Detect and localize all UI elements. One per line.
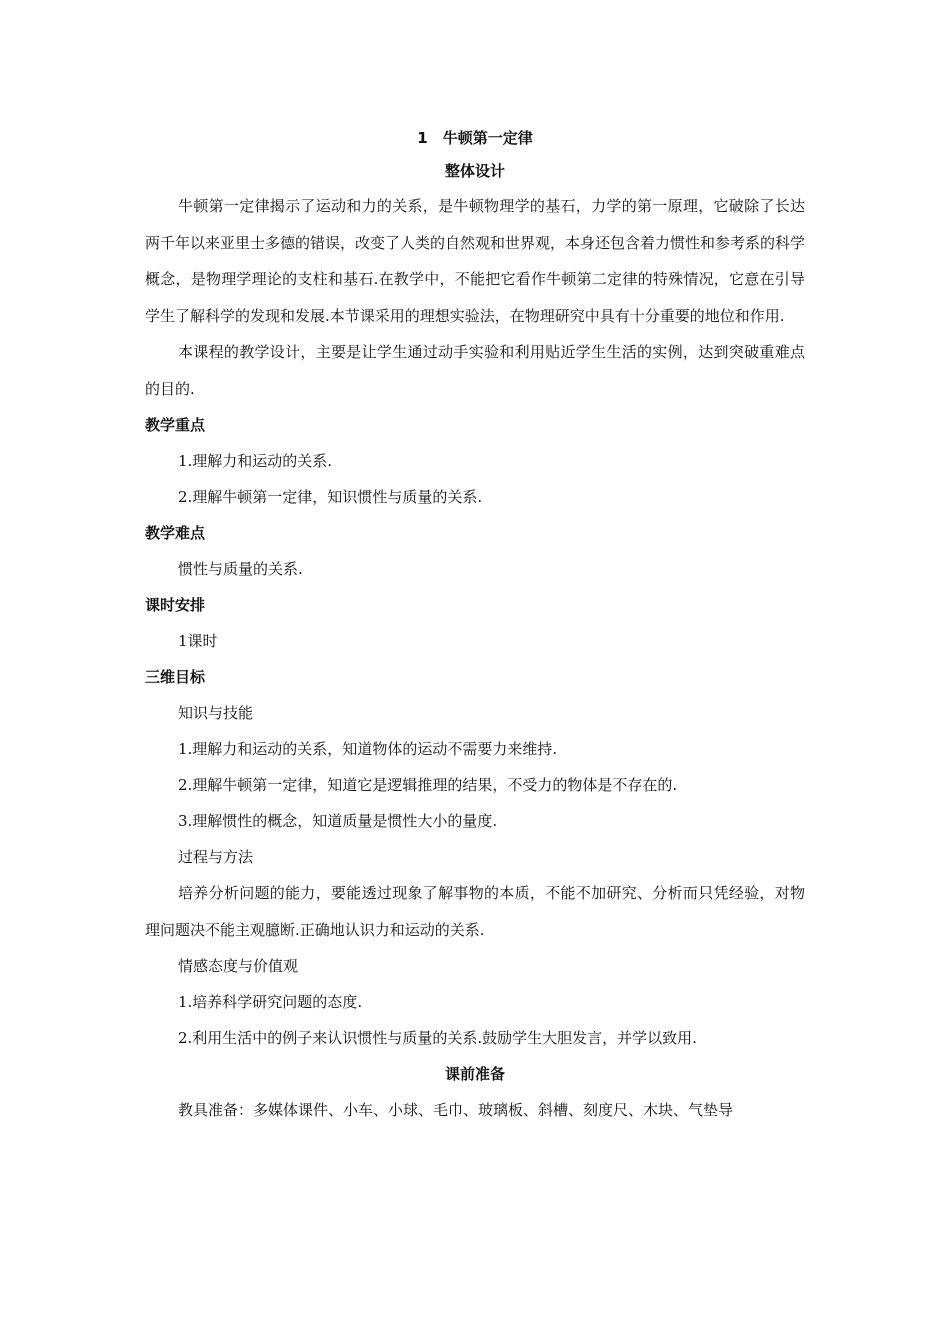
key-point-item: 1.理解力和运动的关系. xyxy=(178,452,333,470)
preparation-text: 教具准备：多媒体课件、小车、小球、毛巾、玻璃板、斜槽、刻度尺、木块、气垫导 xyxy=(178,1101,734,1119)
schedule-heading: 课时安排 xyxy=(145,596,206,614)
key-point-item: 2.理解牛顿第一定律，知识惯性与质量的关系. xyxy=(178,488,483,506)
emotion-item: 2.利用生活中的例子来认识惯性与质量的关系.鼓励学生大胆发言，并学以致用. xyxy=(178,1029,697,1047)
knowledge-skills-heading: 知识与技能 xyxy=(178,704,254,722)
overall-design-paragraph-2: 本课程的教学设计，主要是让学生通过动手实验和利用贴近学生生活的实例，达到突破重难点的目的. xyxy=(145,343,805,398)
difficulties-text: 惯性与质量的关系. xyxy=(178,560,303,578)
overall-design-heading: 整体设计 xyxy=(444,162,505,180)
knowledge-item: 3.理解惯性的概念，知道质量是惯性大小的量度. xyxy=(178,812,498,830)
preparation-heading: 课前准备 xyxy=(444,1065,505,1083)
difficulties-heading: 教学难点 xyxy=(145,524,206,542)
key-points-heading: 教学重点 xyxy=(145,416,206,434)
emotion-item: 1.培养科学研究问题的态度. xyxy=(178,993,363,1011)
emotion-values-heading: 情感态度与价值观 xyxy=(178,957,299,975)
process-method-heading: 过程与方法 xyxy=(178,848,254,866)
process-method-text: 培养分析问题的能力，要能透过现象了解事物的本质，不能不加研究、分析而只凭经验，对物理问题决不能主观臆断.正确地认识力和运动的关系. xyxy=(145,884,805,939)
lesson-title: 1 牛顿第一定律 xyxy=(417,129,533,147)
knowledge-item: 1.理解力和运动的关系，知道物体的运动不需要力来维持. xyxy=(178,740,558,758)
schedule-text: 1课时 xyxy=(178,632,218,650)
goals-heading: 三维目标 xyxy=(145,668,206,686)
overall-design-paragraph-1: 牛顿第一定律揭示了运动和力的关系，是牛顿物理学的基石，力学的第一原理，它破除了长达两千年以来亚里士多德的错误，改变了人类的自然观和世界观，本身还包含着力惯性和参考系的科学概念，是物理学理论的支柱和基石.在教学中，不能把它看作牛顿第二定律的特殊情况，它意在引导学生了解科学的发现和发展.本节课采用的理想实验法，在物理研究中具有十分重要的地位和作用. xyxy=(145,197,806,325)
knowledge-item: 2.理解牛顿第一定律，知道它是逻辑推理的结果，不受力的物体是不存在的. xyxy=(178,776,678,794)
document-content xyxy=(145,122,805,1128)
